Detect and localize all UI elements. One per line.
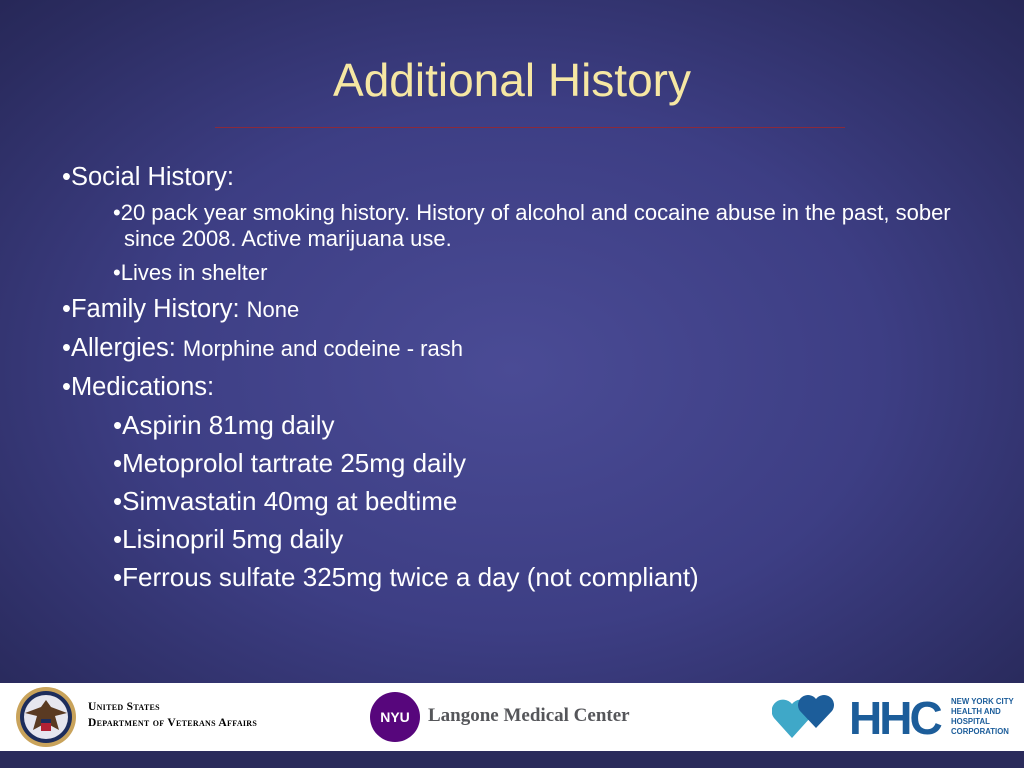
medication-label: Ferrous sulfate 325mg twice a day (not compliant) <box>122 562 699 592</box>
family-history-value: None <box>246 297 300 322</box>
medication-item-lisinopril: •Lisinopril 5mg daily <box>113 524 344 554</box>
bullet-medications: •Medications: <box>62 373 215 401</box>
footer-bottom-band <box>0 751 1024 768</box>
medication-label: Lisinopril 5mg daily <box>122 524 344 554</box>
title-divider <box>215 127 845 128</box>
allergies-label: Allergies: <box>70 334 183 362</box>
medication-label: Aspirin 81mg daily <box>122 410 335 440</box>
hhc-logo-mark <box>849 696 946 738</box>
va-wordmark: United States Department of Veterans Affairs <box>88 701 258 729</box>
lives-in-shelter-text: Lives in shelter <box>120 260 268 285</box>
medication-item-metoprolol: •Metoprolol tartrate 25mg daily <box>113 448 467 478</box>
medication-label: Metoprolol tartrate 25mg daily <box>122 448 467 478</box>
medication-item-ferrous-sulfate: •Ferrous sulfate 325mg twice a day (not compliant) <box>113 562 699 592</box>
bullet-smoking-history: •20 pack year smoking history. History of alcohol and cocaine abuse in the past, sober since 2008. Active marijuana use. <box>113 200 951 251</box>
bullet-lives-in-shelter: •Lives in shelter <box>113 260 268 285</box>
slide-title: Additional History <box>333 54 691 106</box>
nyu-langone-wordmark: Langone Medical Center <box>428 705 630 726</box>
hhc-wordmark: NEW YORK CITY HEALTH AND HOSPITAL CORPORATION <box>951 697 1014 736</box>
allergies-value: Morphine and codeine - rash <box>182 336 463 361</box>
nyu-logo: NYU <box>370 692 420 742</box>
bullet-allergies: •Allergies: Morphine and codeine - rash <box>62 334 463 362</box>
slide-content <box>62 162 962 600</box>
social-history-heading: Social History: <box>70 163 234 191</box>
bullet-social-history: •Social History: <box>62 163 234 191</box>
family-history-label: Family History: <box>70 295 247 323</box>
svg-text:HHC: HHC <box>849 696 940 738</box>
hhc-hearts-icon <box>772 694 838 740</box>
medications-heading: Medications: <box>70 373 215 401</box>
va-eagle-seal-icon <box>15 686 77 748</box>
logo-footer <box>0 683 1024 751</box>
medication-label: Simvastatin 40mg at bedtime <box>122 486 458 516</box>
medication-item-simvastatin: •Simvastatin 40mg at bedtime <box>113 486 458 516</box>
smoking-history-text: 20 pack year smoking history. History of alcohol and cocaine abuse in the past, sober since 2008. Active marijuana use. <box>120 200 951 251</box>
medication-item-aspirin: •Aspirin 81mg daily <box>113 410 335 440</box>
bullet-family-history: •Family History: None <box>62 295 300 323</box>
